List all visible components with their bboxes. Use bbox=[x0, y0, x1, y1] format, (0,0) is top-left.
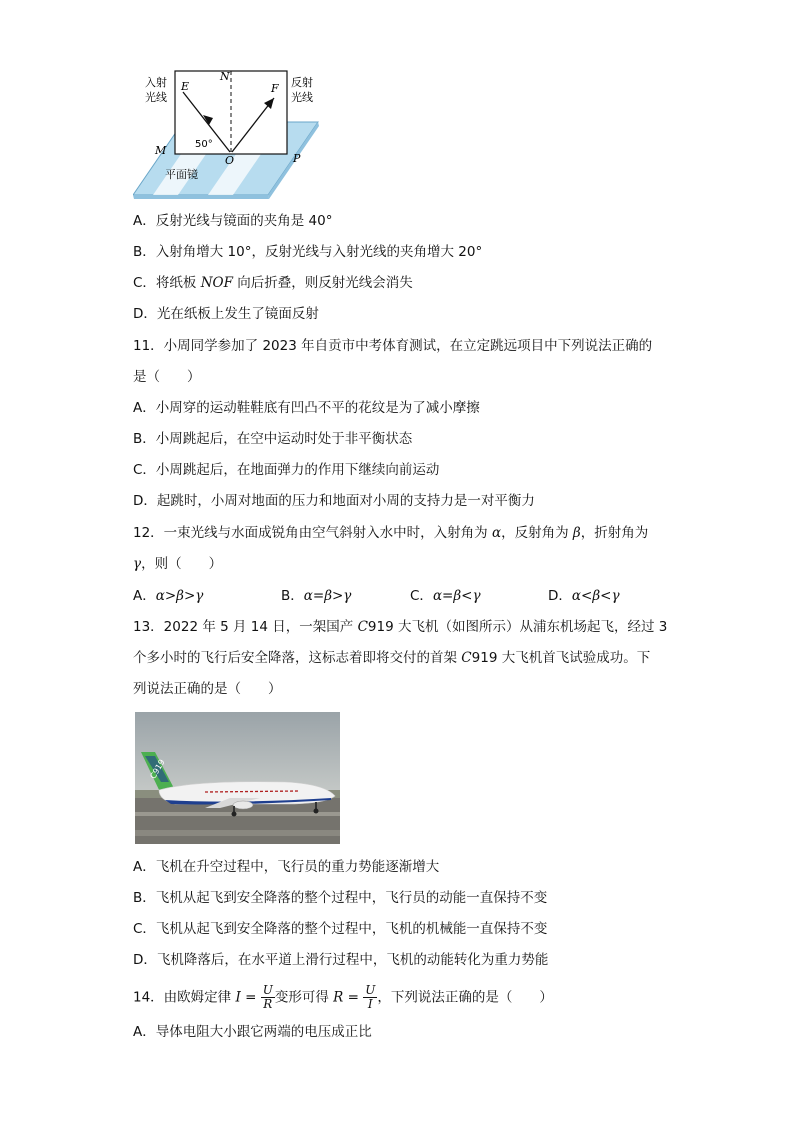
mirror-label: 平面镜 bbox=[165, 168, 198, 181]
q13-option-c: C．飞机从起飞到安全降落的整个过程中，飞机的机械能一直保持不变 bbox=[133, 921, 548, 937]
q12-a-expr: α>β>γ bbox=[155, 588, 204, 604]
q12-stem-a: 12．一束光线与水面成锐角由空气斜射入水中时，入射角为 bbox=[133, 525, 492, 541]
q13-stem-line1 bbox=[133, 618, 667, 636]
q13-option-a: A．飞机在升空过程中，飞行员的重力势能逐渐增大 bbox=[133, 859, 440, 875]
q12-c-label: C． bbox=[410, 588, 433, 604]
q14-option-a: A．导体电阻大小跟它两端的电压成正比 bbox=[133, 1024, 372, 1040]
q11-option-d: D．起跳时，小周对地面的压力和地面对小周的支持力是一对平衡力 bbox=[133, 493, 535, 509]
q12-stem-b: ，反射角为 bbox=[501, 525, 573, 541]
q14-r: R bbox=[333, 989, 344, 1006]
label-e: E bbox=[181, 80, 190, 93]
reflected-label-1: 反射 bbox=[291, 76, 313, 89]
angle-label: 50° bbox=[195, 139, 213, 150]
q14-frac1-den: R bbox=[263, 997, 273, 1011]
incident-label-2: 光线 bbox=[145, 91, 167, 104]
q14-fraction-u-over-i bbox=[363, 984, 377, 1011]
q11-stem-line1: 11．小周同学参加了 2023 年自贡市中考体育测试，在立定跳远项目中下列说法正确的 bbox=[133, 338, 653, 354]
c919-airplane-photo bbox=[135, 712, 340, 844]
q13-option-d: D．飞机降落后，在水平道上滑行过程中，飞机的动能转化为重力势能 bbox=[133, 952, 549, 968]
q13-option-b: B．飞机从起飞到安全降落的整个过程中，飞行员的动能一直保持不变 bbox=[133, 890, 548, 906]
q12-option-a bbox=[133, 587, 203, 605]
q14-frac2-den: I bbox=[367, 997, 373, 1011]
q12-stem-c: ，折射角为 bbox=[580, 525, 649, 541]
q10-c-nof: NOF bbox=[200, 275, 233, 291]
q10-c-post: 向后折叠，则反射光线会消失 bbox=[232, 275, 413, 291]
q12-gamma: γ bbox=[133, 556, 142, 572]
label-n: N bbox=[220, 70, 230, 83]
q13-stem-line2 bbox=[133, 649, 650, 667]
reflected-label-2: 光线 bbox=[291, 91, 313, 104]
q12-stem-line1 bbox=[133, 524, 648, 542]
q12-d-label: D． bbox=[548, 588, 572, 604]
label-f: F bbox=[271, 82, 279, 95]
q11-option-a: A．小周穿的运动鞋鞋底有凹凸不平的花纹是为了减小摩擦 bbox=[133, 400, 480, 416]
q10-option-c bbox=[133, 274, 413, 292]
q12-beta: β bbox=[572, 525, 581, 541]
reflection-diagram bbox=[133, 68, 333, 200]
incident-label-1: 入射 bbox=[145, 76, 167, 89]
q12-c-expr: α=β<γ bbox=[432, 588, 481, 604]
q11-stem-line2: 是（ ） bbox=[133, 369, 201, 385]
q13-stem2-b: 919 大飞机首飞试验成功。下 bbox=[471, 650, 651, 666]
q14-stem-a: 14．由欧姆定律 bbox=[133, 989, 236, 1006]
q14-stem-b: ，下列说法正确的是（ ） bbox=[377, 989, 553, 1006]
q12-stem-d: ，则（ ） bbox=[141, 556, 223, 572]
q12-d-expr: α<β<γ bbox=[571, 588, 620, 604]
q14-stem bbox=[133, 984, 553, 1011]
q13-stem-b: 919 大飞机（如图所示）从浦东机场起飞，经过 3 bbox=[367, 619, 668, 635]
q12-alpha: α bbox=[491, 525, 502, 541]
label-p: P bbox=[293, 152, 301, 165]
q13-c-2: C bbox=[461, 650, 472, 666]
q12-option-b bbox=[281, 587, 351, 605]
q14-eq: = bbox=[240, 989, 261, 1006]
q13-stem2-a: 个多小时的飞行后安全降落，这标志着即将交付的首架 bbox=[133, 650, 462, 666]
q14-mid: 变形可得 bbox=[274, 989, 334, 1006]
q10-option-b: B．入射角增大 10°，反射光线与入射光线的夹角增大 20° bbox=[133, 244, 483, 260]
q12-stem-line2 bbox=[133, 555, 222, 573]
q13-stem-a: 13．2022 年 5 月 14 日，一架国产 bbox=[133, 619, 358, 635]
q13-stem-line3: 列说法正确的是（ ） bbox=[133, 681, 282, 697]
q14-eq-2: = bbox=[343, 989, 364, 1006]
q14-fraction-u-over-r bbox=[261, 984, 275, 1011]
q10-c-pre: C．将纸板 bbox=[133, 275, 201, 291]
q12-a-label: A． bbox=[133, 588, 156, 604]
q11-option-c: C．小周跳起后，在地面弹力的作用下继续向前运动 bbox=[133, 462, 440, 478]
label-m: M bbox=[155, 144, 167, 157]
q10-option-a: A．反射光线与镜面的夹角是 40° bbox=[133, 213, 333, 229]
q10-option-d: D．光在纸板上发生了镜面反射 bbox=[133, 306, 319, 322]
q14-i: I bbox=[235, 989, 241, 1006]
q11-option-b: B．小周跳起后，在空中运动时处于非平衡状态 bbox=[133, 431, 413, 447]
q14-frac1-num: U bbox=[262, 983, 273, 997]
q12-option-d bbox=[548, 587, 620, 605]
q12-b-expr: α=β>γ bbox=[303, 588, 352, 604]
tail-text: C919 bbox=[148, 757, 167, 781]
q13-c: C bbox=[357, 619, 368, 635]
label-o: O bbox=[225, 154, 235, 167]
q14-frac2-num: U bbox=[365, 983, 376, 997]
q12-b-label: B． bbox=[281, 588, 304, 604]
q12-option-c bbox=[410, 587, 481, 605]
